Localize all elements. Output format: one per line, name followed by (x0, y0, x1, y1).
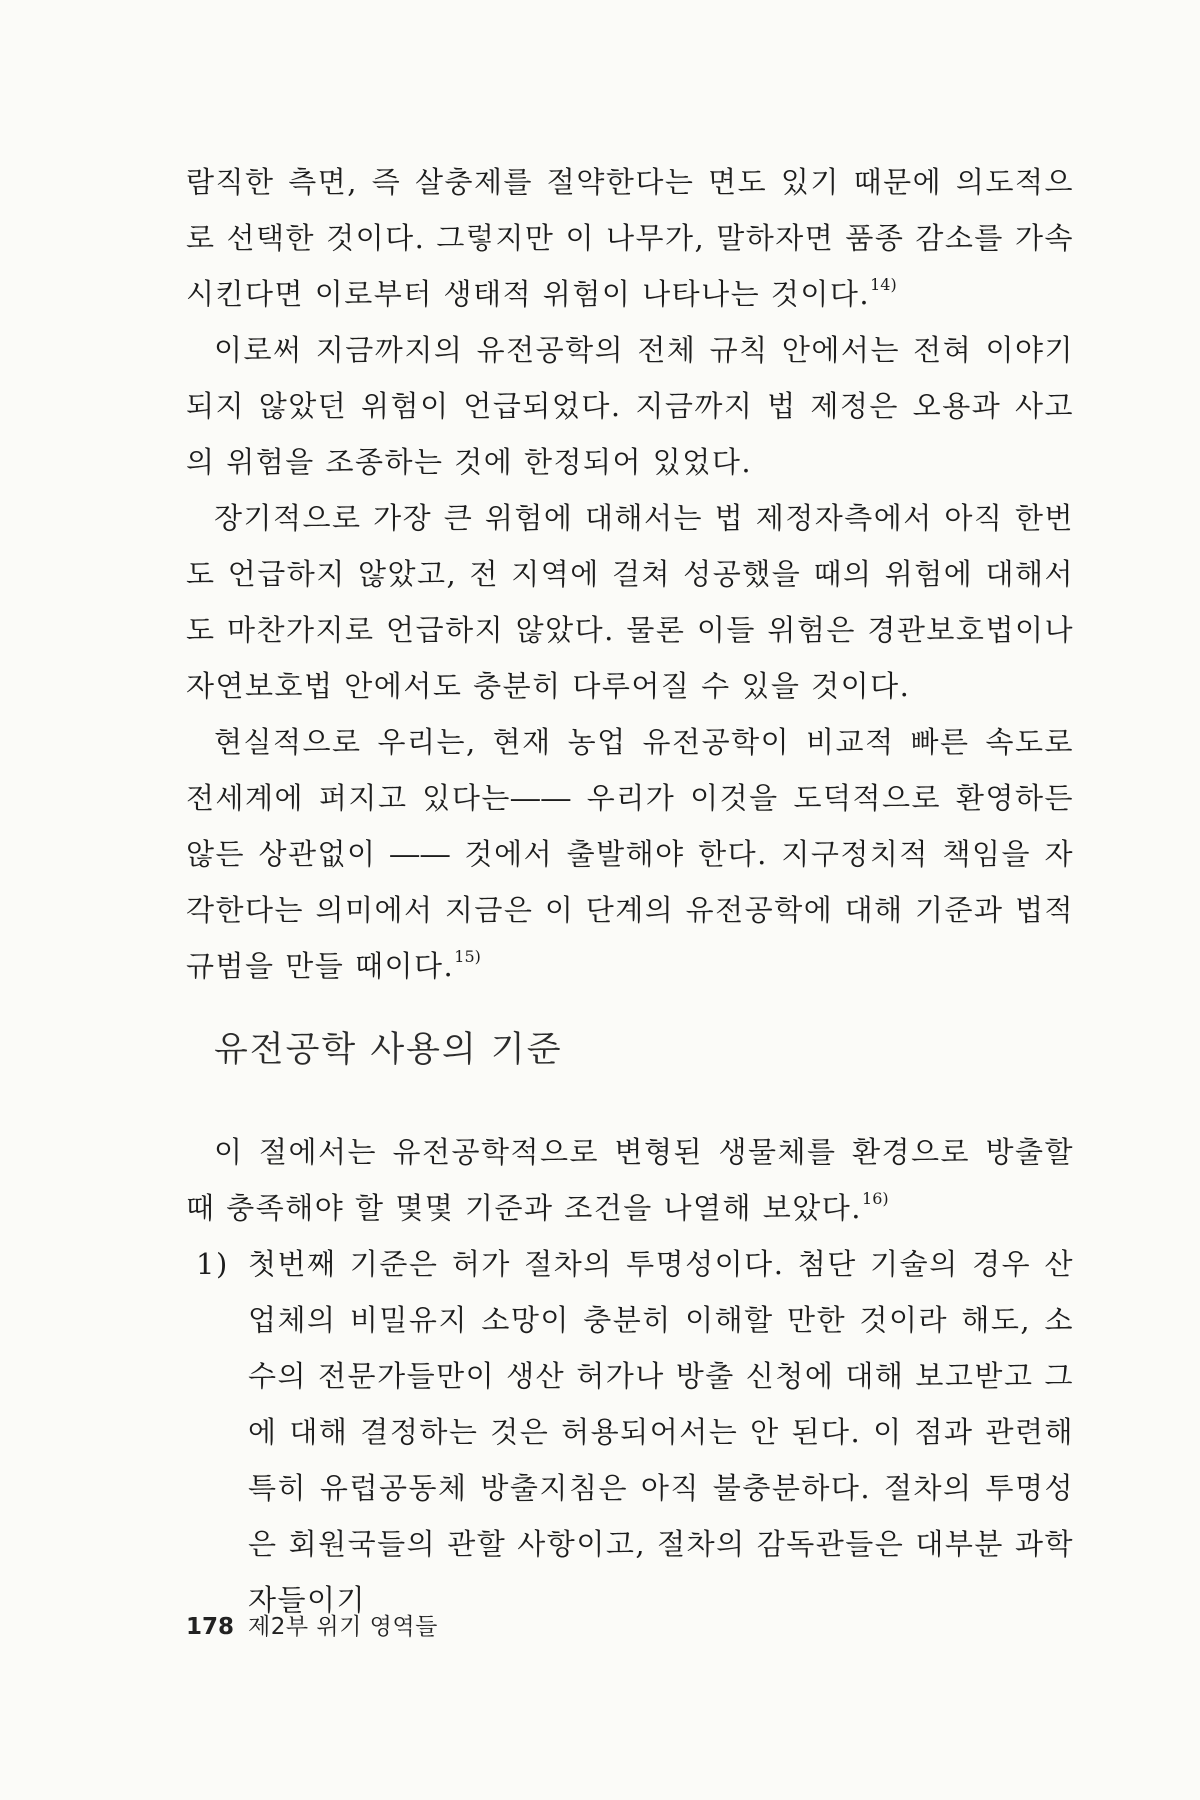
section-intro-text: 이 절에서는 유전공학적으로 변형된 생물체를 환경으로 방출할 때 충족해야 할 몇몇 기준과 조건을 나열해 보았다. (186, 1135, 1074, 1225)
list-item-number: 1) (196, 1247, 229, 1281)
paragraph-2 (186, 322, 1074, 490)
footnote-marker-15: 15) (454, 947, 481, 966)
footnote-marker-16: 16) (862, 1189, 889, 1208)
paragraph-3 (186, 490, 1074, 714)
body-text (186, 154, 1074, 994)
paragraph-1 (186, 154, 1074, 322)
list-item-text: 첫번째 기준은 허가 절차의 투명성이다. 첨단 기술의 경우 산업체의 비밀유지 소망이 충분히 이해할 만한 것이라 해도, 소수의 전문가들만이 생산 허가나 방출 신청에 대해 보고받고 그에 대해 결정하는 것은 허용되어서는 안 된다. 이 점과 관련해 특히 유럽공동체 방출지침은 아직 불충분하다. 절차의 투명성은 회원국들의 관할 사항이고, 절차의 감독관들은 대부분 과학자들이기 (248, 1247, 1074, 1617)
section-body (186, 1124, 1074, 1628)
paragraph-4-text: 현실적으로 우리는, 현재 농업 유전공학이 비교적 빠른 속도로 전세계에 퍼지고 있다는―― 우리가 이것을 도덕적으로 환영하든 않든 상관없이 ―― 것에서 출발해야 한다. 지구정치적 책임을 자각한다는 의미에서 지금은 이 단계의 유전공학에 대해 기준과 법적 규범을 만들 때이다. (186, 725, 1074, 983)
page-footer (186, 1608, 438, 1641)
footnote-marker-14: 14) (870, 275, 897, 294)
section-intro (186, 1124, 1074, 1236)
paragraph-4 (186, 714, 1074, 994)
page-number: 178 (186, 1614, 235, 1640)
paragraph-2-text: 이로써 지금까지의 유전공학의 전체 규칙 안에서는 전혀 이야기되지 않았던 위험이 언급되었다. 지금까지 법 제정은 오용과 사고의 위험을 조종하는 것에 한정되어 있었다. (186, 333, 1074, 479)
section-heading: 유전공학 사용의 기준 (214, 1030, 563, 1070)
running-head: 제2부 위기 영역들 (248, 1614, 438, 1640)
paragraph-1-text: 람직한 측면, 즉 살충제를 절약한다는 면도 있기 때문에 의도적으로 선택한 것이다. 그렇지만 이 나무가, 말하자면 품종 감소를 가속시킨다면 이로부터 생태적 위험이 나타나는 것이다. (186, 165, 1074, 311)
paragraph-3-text: 장기적으로 가장 큰 위험에 대해서는 법 제정자측에서 아직 한번도 언급하지 않았고, 전 지역에 걸쳐 성공했을 때의 위험에 대해서도 마찬가지로 언급하지 않았다. 물론 이들 위험은 경관보호법이나 자연보호법 안에서도 충분히 다루어질 수 있을 것이다. (186, 501, 1074, 703)
criteria-list-item (186, 1236, 1074, 1628)
